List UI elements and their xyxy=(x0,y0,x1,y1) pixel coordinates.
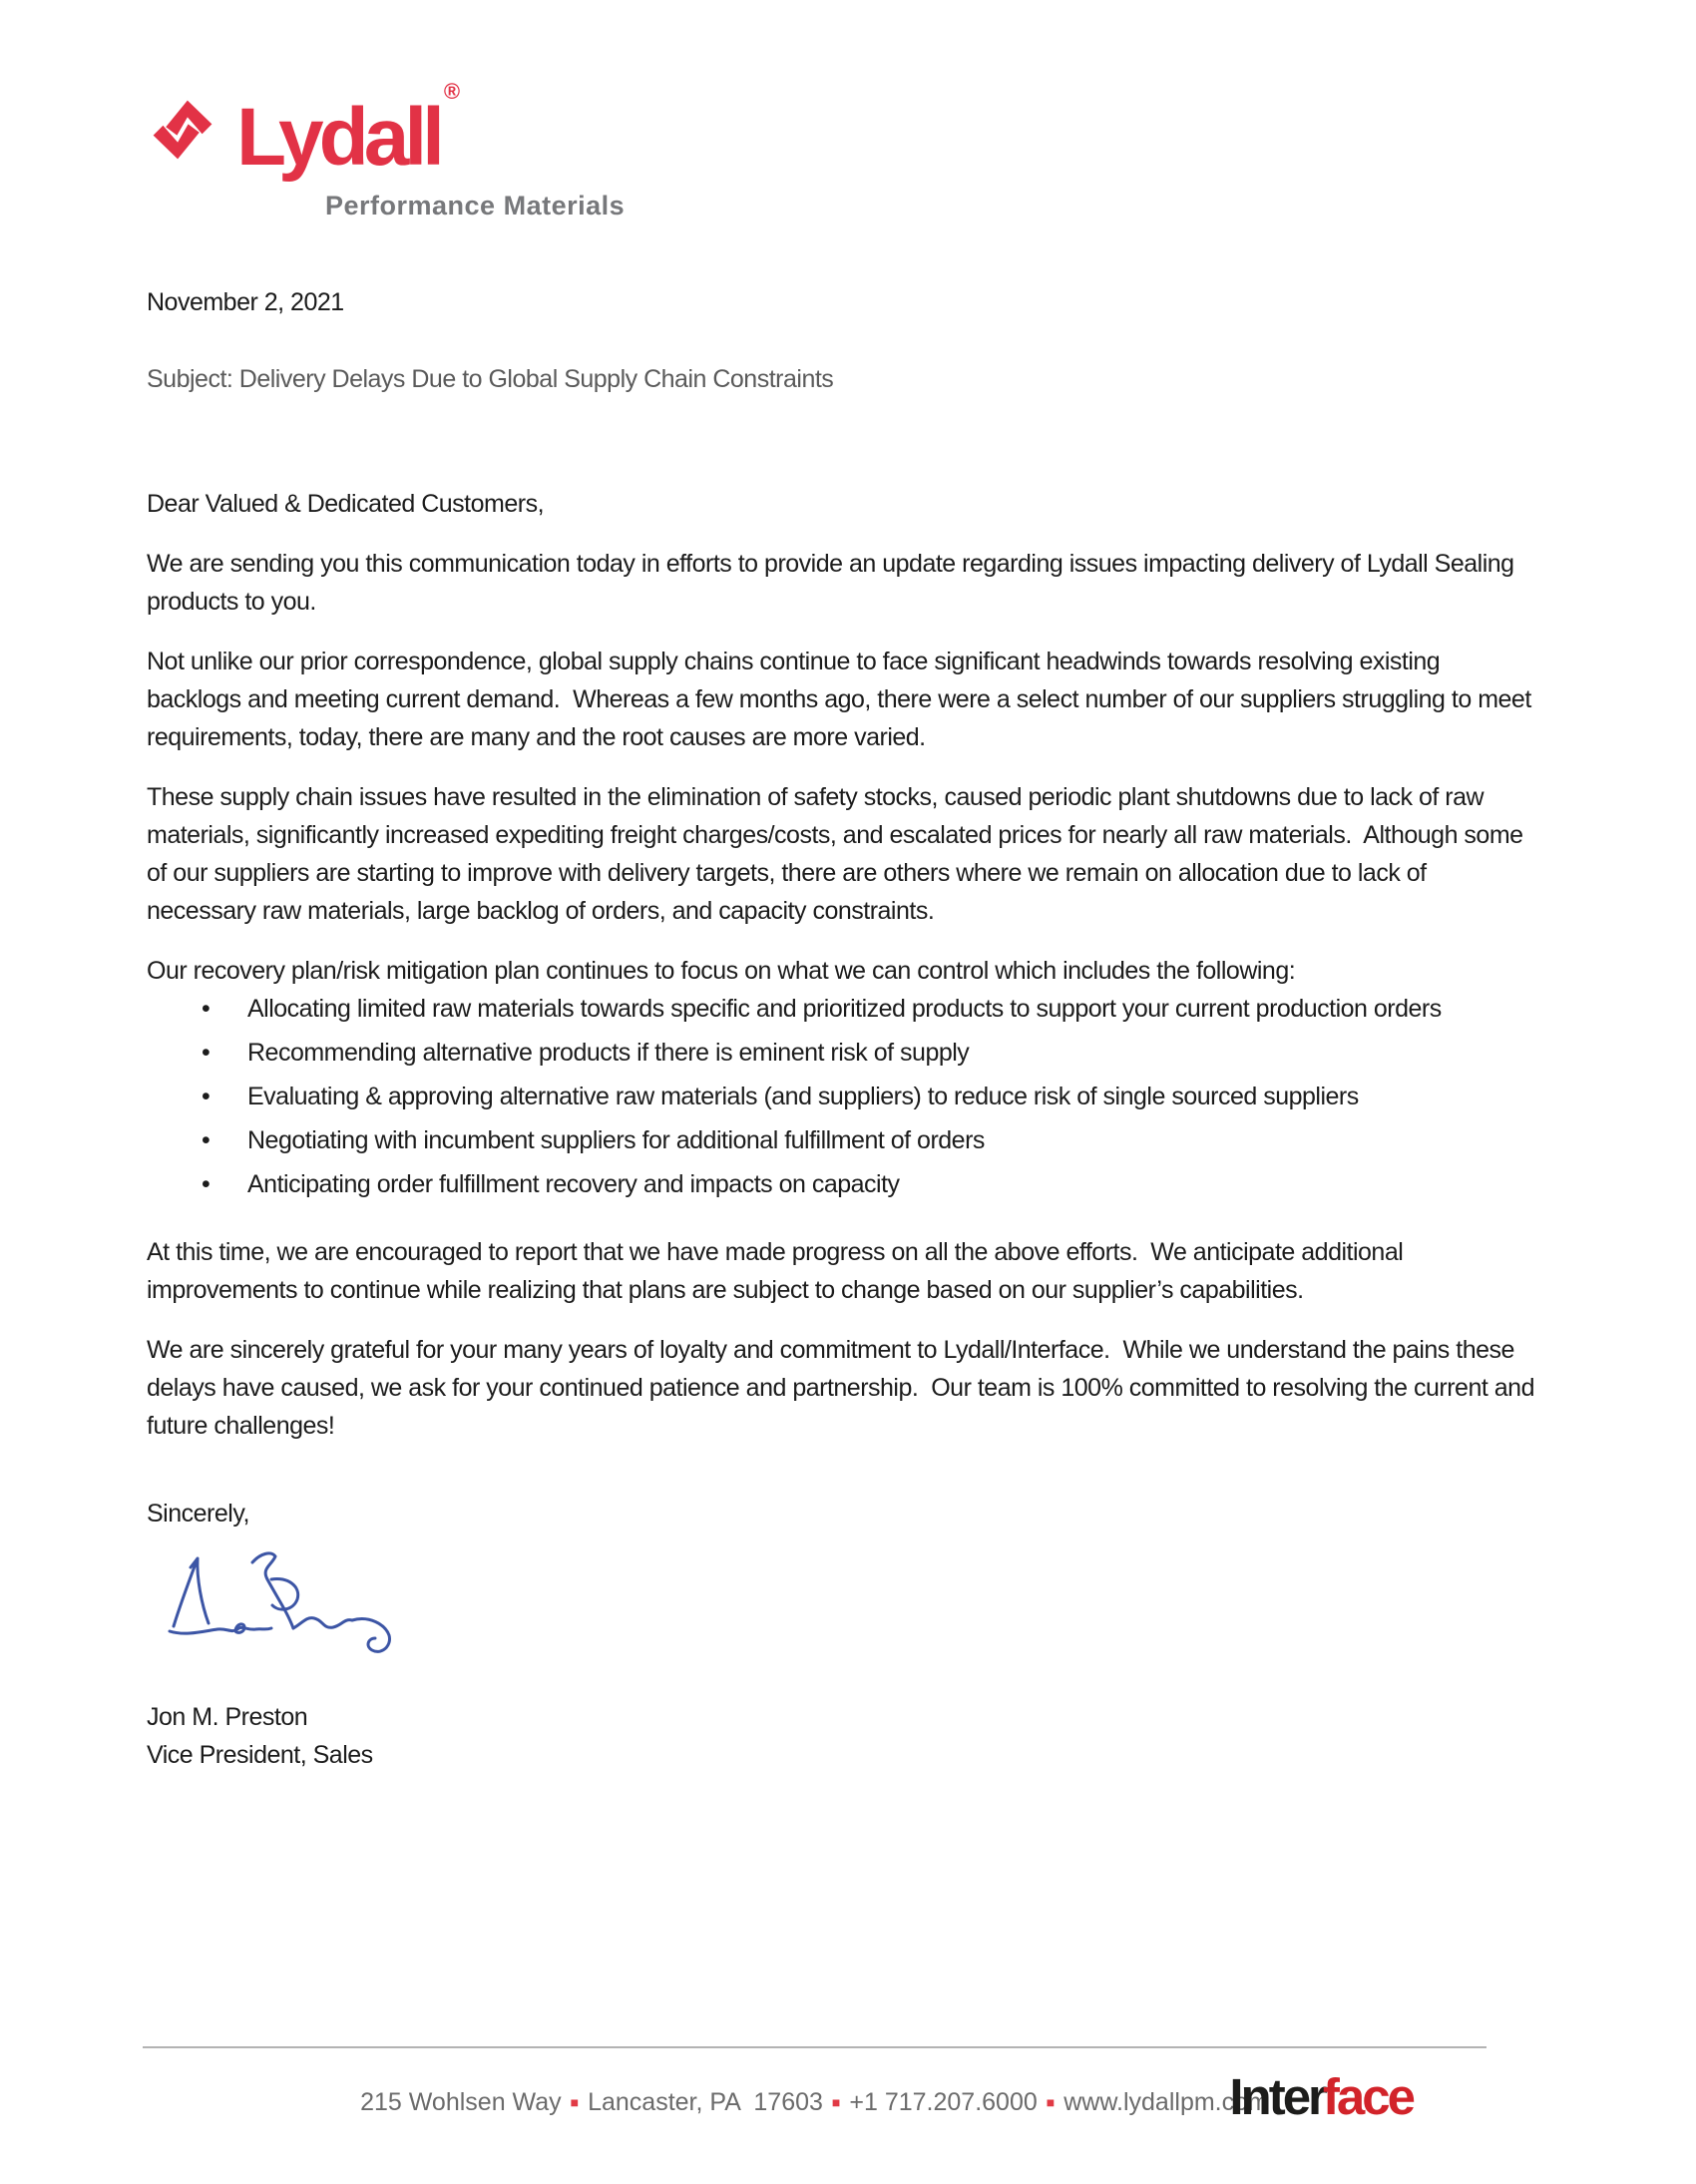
list-item: • Anticipating order fulfillment recovery and impacts on capacity xyxy=(147,1165,1536,1203)
bullet-icon: • xyxy=(202,1083,211,1110)
signer-name: Jon M. Preston xyxy=(147,1703,308,1731)
lydall-logo xyxy=(0,0,1696,221)
paragraph-5: We are sincerely grateful for your many years of loyalty and commitment to Lydall/Interface. While we understand the pains these delays have caused, we ask for your continued patience and partnership. Our team is 100% committed to resolving the current and future challenges! xyxy=(147,1336,1541,1440)
paragraph-2: Not unlike our prior correspondence, global supply chains continue to face significant headwinds towards resolving existing backlogs and meeting current demand. Whereas a few months ago, there were a select number of our suppliers struggling to meet requirements, today, there are many and the root causes are more varied. xyxy=(147,648,1538,751)
list-intro: Our recovery plan/risk mitigation plan continues to focus on what we can control which includes the following: xyxy=(147,957,1296,985)
red-square-separator-icon: ■ xyxy=(831,2094,841,2110)
list-item: • Recommending alternative products if there is eminent risk of supply xyxy=(147,1034,1536,1072)
street-address: 215 Wohlsen Way xyxy=(360,2088,562,2116)
paragraph-1: We are sending you this communication today in efforts to provide an update regarding issues impacting delivery of Lydall Sealing products to you. xyxy=(147,550,1521,616)
city-state-zip: Lancaster, PA 17603 xyxy=(588,2088,823,2116)
greeting: Dear Valued & Dedicated Customers, xyxy=(147,490,545,518)
interface-logo-red-part: face xyxy=(1322,2068,1413,2126)
interface-logo-black-part: Inter xyxy=(1229,2068,1325,2126)
handwritten-signature xyxy=(152,1538,511,1678)
lydall-wordmark: Lydall® xyxy=(236,79,461,183)
website-url: www.lydallpm.com xyxy=(1063,2088,1269,2116)
bullet-icon: • xyxy=(202,1170,211,1198)
letter-footer xyxy=(143,2046,1486,2126)
signer-title: Vice President, Sales xyxy=(147,1741,373,1769)
paragraph-3: These supply chain issues have resulted in the elimination of safety stocks, caused periodic plant shutdowns due to lack of raw materials, significantly increased expediting freight charges/costs, and escalated prices for nearly all raw materials. Although some of our suppliers are starting to improve with delivery targets, there are others where we remain on allocation due to lack of necessary raw materials, large backlog of orders, and capacity constraints. xyxy=(147,783,1529,925)
red-square-separator-icon: ■ xyxy=(1046,2094,1056,2110)
list-item: • Allocating limited raw materials towards specific and prioritized products to support your current production orders xyxy=(147,990,1536,1028)
bullet-icon: • xyxy=(202,1039,211,1067)
bullet-icon: • xyxy=(202,995,211,1023)
letter-date: November 2, 2021 xyxy=(147,288,344,316)
letter-body xyxy=(147,283,1541,1774)
bullet-icon: • xyxy=(202,1126,211,1154)
subject-line: Subject: Delivery Delays Due to Global Supply Chain Constraints xyxy=(147,365,834,393)
closing: Sincerely, xyxy=(147,1500,249,1528)
registered-trademark-symbol: ® xyxy=(443,79,461,104)
list-item: • Negotiating with incumbent suppliers for additional fulfillment of orders xyxy=(147,1121,1536,1159)
phone-number: +1 717.207.6000 xyxy=(849,2088,1038,2116)
list-item: • Evaluating & approving alternative raw materials (and suppliers) to reduce risk of single sourced suppliers xyxy=(147,1078,1536,1115)
lydall-chevrons-icon xyxy=(147,95,218,165)
paragraph-4: At this time, we are encouraged to report that we have made progress on all the above efforts. We anticipate additional improvements to continue while realizing that plans are subject to change based on our supplier’s capabilities. xyxy=(147,1238,1410,1304)
brand-tagline: Performance Materials xyxy=(325,191,626,220)
interface-logo xyxy=(1229,2068,1413,2126)
red-square-separator-icon: ■ xyxy=(570,2094,580,2110)
recovery-plan-list xyxy=(147,990,1536,1203)
